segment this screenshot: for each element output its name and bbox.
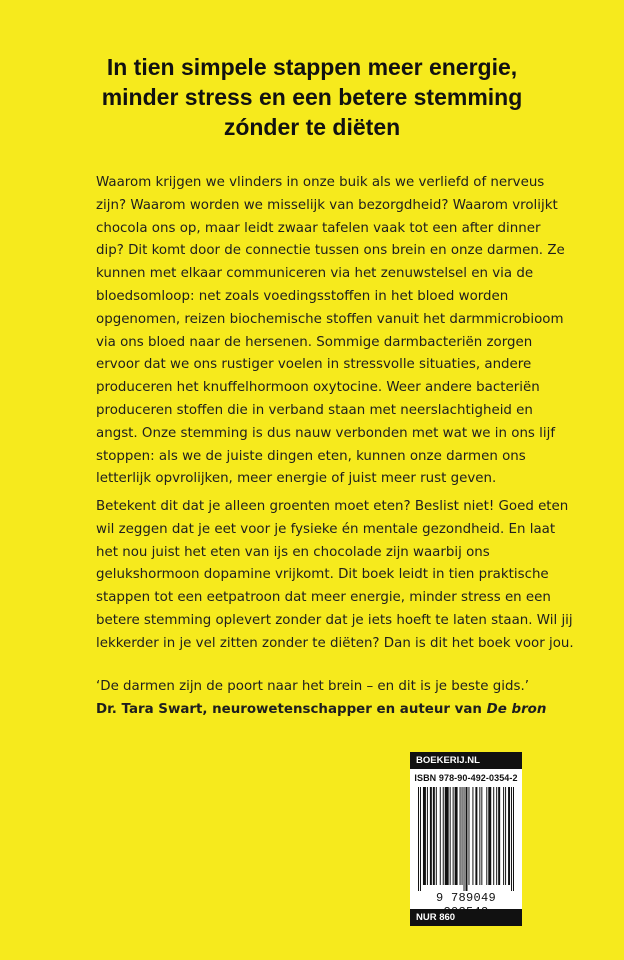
barcode-bar xyxy=(440,787,441,885)
barcode-bar xyxy=(464,787,465,891)
paragraph-line: lekkerder in je vel zitten zonder te diëten? Dan is dit het boek voor jou. xyxy=(96,635,574,651)
barcode-bar xyxy=(513,787,514,891)
barcode-bar xyxy=(468,787,469,885)
barcode-bar xyxy=(505,787,506,885)
barcode-bar xyxy=(481,787,482,885)
paragraph-line: wil zeggen dat je eet voor je fysieke én mentale gezondheid. En laat xyxy=(96,521,556,537)
barcode-bar xyxy=(503,787,504,885)
quote-book-title: De bron xyxy=(486,701,547,717)
barcode-bar xyxy=(493,787,494,885)
headline-line-2: minder stress en een betere stemming xyxy=(101,84,523,110)
paragraph-line: gelukshormoon dopamine vrijkomt. Dit boek leidt in tien praktische xyxy=(96,567,549,583)
barcode-bar xyxy=(462,787,463,885)
barcode-bar xyxy=(472,787,473,885)
paragraph-line: stoppen: als we de juiste dingen eten, kunnen onze darmen ons xyxy=(96,448,526,464)
barcode-bar xyxy=(445,787,449,885)
barcode-bar xyxy=(511,787,512,891)
paragraph-line: Waarom krijgen we vlinders in onze buik als we verliefd of nerveus xyxy=(96,175,545,190)
barcode-bar xyxy=(433,787,435,885)
paragraph-line: produceren het knuffelhormoon oxytocine. Weer andere bacteriën xyxy=(96,380,540,396)
barcode-bar xyxy=(436,787,437,885)
barcode-bar xyxy=(423,787,426,885)
back-cover-headline xyxy=(60,52,564,142)
barcode-bar xyxy=(453,787,454,885)
blurb-paragraph-2 xyxy=(96,496,574,656)
quote-author-name: Dr. Tara Swart, neurowetenschapper en auteur van xyxy=(96,701,482,717)
paragraph-line: het nou juist het eten van ijs en chocolade zijn waarbij ons xyxy=(96,544,490,560)
barcode-bar xyxy=(486,787,487,885)
barcode-bar xyxy=(427,787,428,885)
barcode-bar xyxy=(508,787,510,885)
quote-text: ‘De darmen zijn de poort naar het brein – en dit is je beste gids.’ xyxy=(96,679,529,694)
barcode-bar xyxy=(479,787,480,885)
endorsement-quote xyxy=(96,676,547,722)
paragraph-line: angst. Onze stemming is dus nauw verbonden met wat we in ons lijf xyxy=(96,425,556,441)
barcode-bar xyxy=(420,787,421,891)
paragraph-line: opgenomen, reizen biochemische stoffen vanuit het darmmicrobioom xyxy=(96,311,564,327)
barcode-bar xyxy=(498,787,500,885)
paragraph-line: bloedsomloop: net zoals voedingsstoffen in het bloed worden xyxy=(96,288,509,304)
headline-line-1: In tien simpele stappen meer energie, xyxy=(106,54,518,80)
barcode-bar xyxy=(466,787,468,891)
barcode-bar xyxy=(488,787,491,885)
barcode-bar xyxy=(418,787,419,891)
paragraph-line: produceren stoffen die in verband staan met neerslachtigheid en xyxy=(96,402,533,418)
barcode-bar xyxy=(496,787,497,885)
paragraph-line: letterlijk opvrolijken, meer energie of juist meer rust geven. xyxy=(96,471,497,487)
headline-line-3: zónder te diëten xyxy=(223,114,401,140)
barcode-bar xyxy=(460,787,461,885)
barcode-bar xyxy=(455,787,458,885)
paragraph-line: betere stemming oplevert zonder dat je iets hoeft te laten staan. Wil jij xyxy=(96,612,573,628)
isbn-barcode-panel xyxy=(410,752,522,923)
paragraph-line: chocola ons op, maar leidt zwaar tafelen vaak tot een after dinner xyxy=(96,220,541,236)
paragraph-line: dip? Dit komt door de connectie tussen ons brein en onze darmen. Ze xyxy=(96,243,565,259)
quote-author xyxy=(96,699,547,722)
paragraph-line: zijn? Waarom worden we misselijk van bezorgdheid? Waarom vrolijkt xyxy=(96,197,558,213)
paragraph-line: Betekent dit dat je alleen groenten moet eten? Beslist niet! Goed eten xyxy=(96,499,569,514)
blurb-paragraph-1 xyxy=(96,172,565,491)
isbn-number: ISBN 978-90-492-0354-2 xyxy=(414,773,518,783)
barcode-bar xyxy=(443,787,444,885)
paragraph-line: via ons bloed naar de hersenen. Sommige darmbacteriën zorgen xyxy=(96,334,533,350)
barcode-graphic xyxy=(418,787,514,891)
barcode-bar xyxy=(430,787,432,885)
paragraph-line: kunnen met elkaar communiceren via het zenuwstelsel en via de xyxy=(96,266,534,282)
paragraph-line: ervoor dat we ons rustiger voelen in stressvolle situaties, andere xyxy=(96,357,532,373)
barcode-digits: 9 789049 xyxy=(435,891,496,905)
publisher-label: BOEKERIJ.NL xyxy=(410,752,522,769)
barcode-bar xyxy=(475,787,477,885)
paragraph-line: stappen tot een eetpatroon dat meer energie, minder stress en een xyxy=(96,590,551,606)
nur-code: NUR 860 xyxy=(410,909,522,926)
barcode-bar xyxy=(450,787,451,885)
